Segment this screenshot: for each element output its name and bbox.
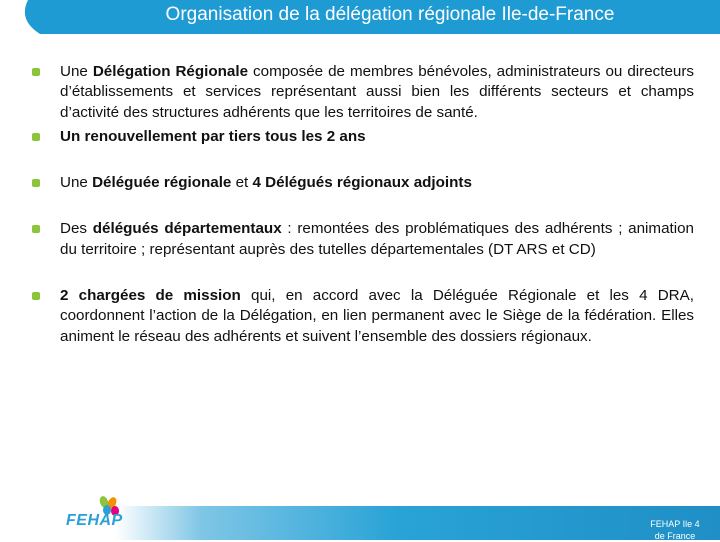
- bullet-text: Une: [60, 63, 93, 80]
- footer-info: [640, 518, 710, 542]
- bullet-icon: [32, 68, 40, 76]
- bullet-list: [32, 62, 694, 347]
- bullet-bold: 2 chargées de mission: [60, 287, 241, 305]
- title-bar: [0, 0, 720, 34]
- bullet-bold: délégués départementaux: [92, 220, 282, 238]
- bullet-text: Une: [60, 174, 93, 192]
- bullet-text: qui, en accord avec la Déléguée Régionale et les 4 DRA, coordonnent l’action de la Délégation, en lien permanent avec le Siège de la fédération. Elles animent le réseau des adhérents et suivent l’ensemble des dossiers régionaux.: [60, 287, 694, 345]
- bullet-item: [32, 173, 694, 193]
- bullet-bold: 4 Délégués régionaux adjoints: [252, 174, 472, 192]
- bullet-icon: [32, 179, 40, 187]
- bullet-bold: Un renouvellement par tiers tous les 2 ans: [60, 127, 366, 145]
- bullet-item: [32, 127, 694, 147]
- bullet-text: : remontées des problématiques des adhérents ; animation du territoire ; représentant auprès des tutelles départementales (DT ARS et CD): [60, 220, 695, 258]
- bullet-icon: [32, 292, 40, 300]
- bullet-text: composée de membres bénévoles, administrateurs ou directeurs d’établissements et services représentant aussi bien les différents secteurs et champs d’activité des structures adhérents que les territoires de santé.: [60, 63, 694, 121]
- bullet-bold: Délégation Régionale: [92, 63, 249, 80]
- logo-text: FEHAP: [66, 512, 123, 529]
- bullet-icon: [32, 225, 40, 233]
- footer-org-line2: de France: [654, 531, 696, 541]
- slide-title: Organisation de la délégation régionale Ile-de-France: [165, 4, 615, 25]
- page-number: 4: [694, 519, 700, 529]
- bullet-item: [32, 286, 694, 347]
- bullet-item: [32, 219, 694, 260]
- bullet-bold: Déléguée régionale: [92, 174, 232, 192]
- bullet-text: et: [231, 174, 253, 192]
- footer-org: FEHAP Ile: [650, 519, 693, 529]
- fehap-logo: [60, 494, 130, 534]
- bullet-icon: [32, 133, 40, 141]
- bullet-text: Des: [60, 220, 93, 238]
- bullet-item: [32, 62, 694, 123]
